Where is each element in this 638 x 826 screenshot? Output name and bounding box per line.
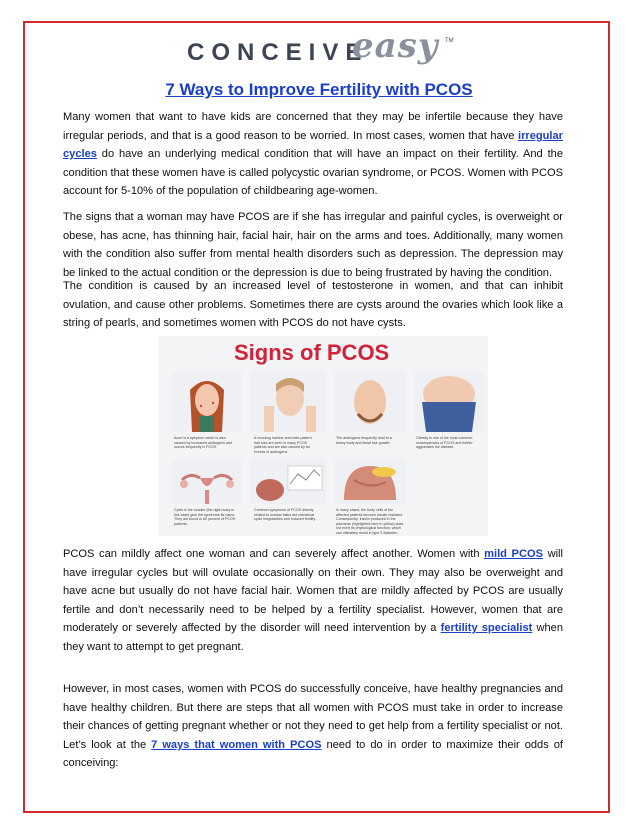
paragraph-signs: The signs that a woman may have PCOS are if she has irregular and painful cycles, is overweight or obese, has acne, has thinning hair, facial hair, hair on the arms and toes. Additionally, many women with the condition also suffer from mental health disorders such as depression. The depression may be linked to the actual condition or the depression is due to being frustrated by having the condition. — [63, 211, 563, 279]
paragraph-conceive — [63, 680, 563, 773]
fertility-specialist-link[interactable]: fertility specialist — [440, 622, 533, 635]
figure-title: Signs of PCOS — [234, 340, 390, 365]
seven-ways-link[interactable]: 7 ways that women with PCOS — [151, 738, 322, 751]
irregular-cycles-link[interactable]: irregular cycles — [63, 129, 563, 161]
ovaries-illustration — [172, 460, 242, 504]
paragraph-intro — [63, 108, 563, 201]
pancreas-illustration — [334, 460, 406, 504]
figure-caption: A receding hairline and male-pattern hair loss are seen in many PCOS patients and are also caused by an excess of androgens. — [254, 436, 312, 454]
facial-hair-illustration — [334, 372, 406, 432]
figure-caption: Cysts in the ovaries (the right ovary in this case) give the syndrome its name. They are found in 80 percent of PCOS patients. — [174, 508, 236, 526]
paragraph-text: However, in most cases, women with PCOS do successfully conceive, have healthy pregnancies and have healthy children. But there are steps that all women with PCOS must take in order to increase their chances of getting pregnant whether or not they need to get help from a fertility specialist or not. Let’s look at the — [63, 683, 563, 751]
logo-word-conceive: CONCEIVE — [187, 39, 369, 66]
paragraph-severity — [63, 545, 563, 657]
conceive-easy-logo — [187, 26, 457, 76]
paragraph-text: do have an underlying medical condition that will have an impact on their fertility. And the condition that these women have is called polycystic ovarian syndrome, or PCOS. Women with PCOS account for 5-10% of the population of childbearing age-women. — [63, 148, 563, 198]
acne-face-illustration — [172, 372, 242, 432]
figure-caption: Common symptoms of PCOS directly related to ovarian tasks are menstrual cycle irregularities and reduced fertility. — [254, 508, 316, 522]
paragraph-text: need to do in order to maximize their odds of conceiving: — [63, 738, 563, 770]
page-title: 7 Ways to Improve Fertility with PCOS — [165, 80, 473, 99]
paragraph-text: Many women that want to have kids are concerned that they may be infertile because they have irregular periods, and that is a good reason to be worried. In most cases, women that have — [63, 111, 563, 142]
mild-pcos-link[interactable]: mild PCOS — [484, 548, 543, 560]
figure-caption: In many cases, the body cells of the affected patients become insulin resistant. Consequently, insulin produced in the pancreas (highlighted here in yellow) does not exert its physiological function, which can ultimately result in type 2 diabetes. — [336, 508, 404, 535]
paragraph-text: will have irregular cycles but will ovulate occasionally on their own. They may also be overweight and have acne but usually do not have facial hair. Women that are mildly affected by PCOS are usually fertile and don’t necessarily need to be helped by a fertility specialist. However, women that are moderately or severely affected by the disorder will need intervention by a — [63, 548, 563, 635]
figure-caption: The androgens frequently lead to a heavy body and facial hair growth. — [336, 436, 392, 445]
paragraph-text: when they want to attempt to get pregnant. — [63, 622, 563, 653]
paragraph-cause: The condition is caused by an increased level of testosterone in women, and that can inhibit ovulation, and cause other problems. Sometimes there are cysts around the ovaries which look like a string of pearls, and sometimes women with PCOS do not have cysts. — [63, 280, 563, 330]
logo-trademark: TM — [445, 38, 454, 44]
obesity-illustration — [414, 372, 484, 432]
receding-hairline-illustration — [250, 372, 326, 432]
cycle-chart-illustration — [250, 460, 326, 504]
figure-caption: Acne is a symptom which is also caused by increased androgens and occurs frequently in PCOS — [174, 436, 232, 450]
paragraph-text: PCOS can mildly affect one woman and can severely affect another. Women with — [63, 548, 485, 560]
logo-word-easy: easy — [352, 26, 439, 66]
signs-of-pcos-figure — [158, 336, 488, 536]
figure-caption: Obesity is one of the most common consequences of PCOS and further aggravates the disease. — [416, 436, 473, 450]
